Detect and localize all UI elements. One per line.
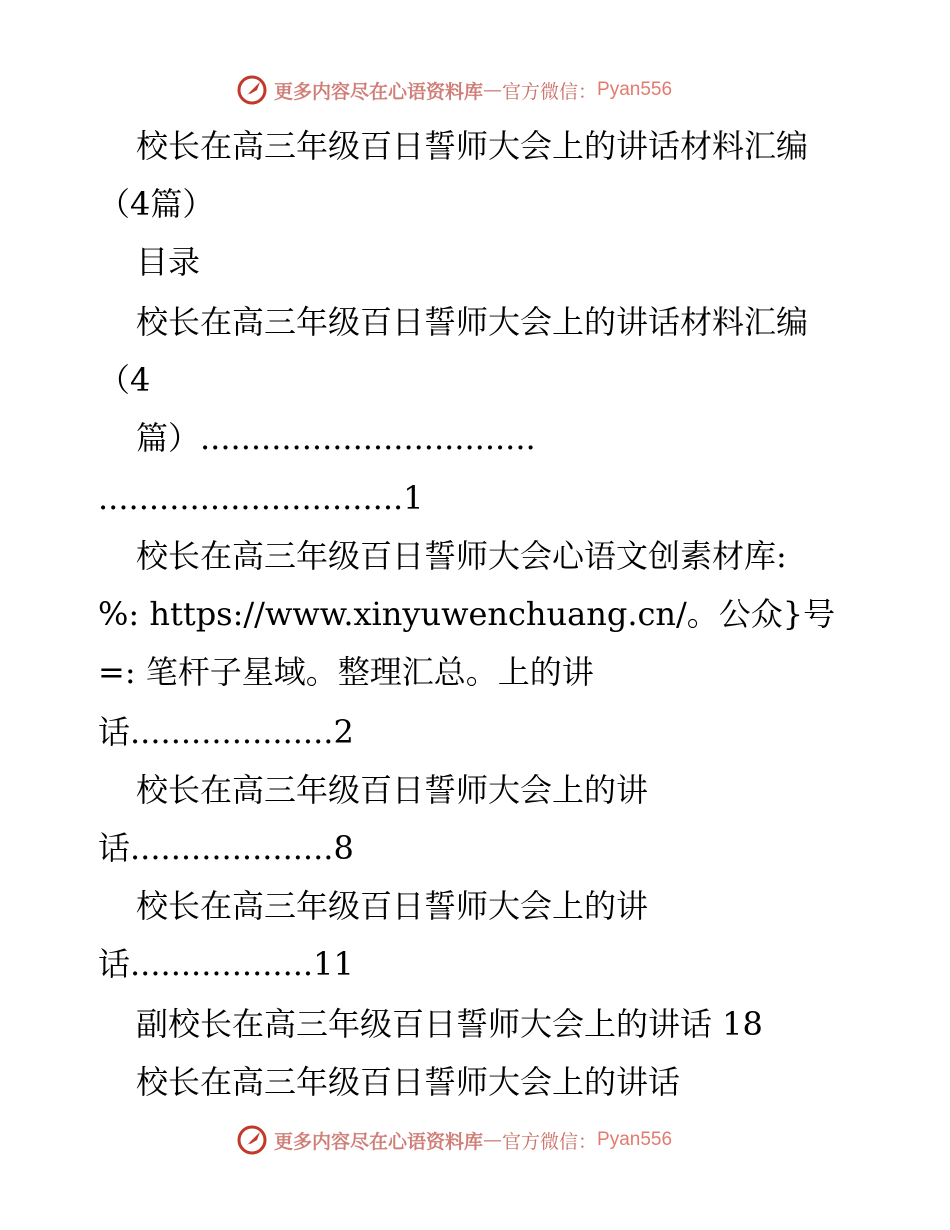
toc-entry-2-page: 话....................2 — [98, 713, 354, 751]
quill-logo-icon — [236, 74, 268, 106]
toc-entry-2: 校长在高三年级百日誓师大会心语文创素材库: — [136, 537, 787, 575]
toc-entry-5: 副校长在高三年级百日誓师大会上的讲话 18 — [136, 1005, 763, 1043]
watermark-lead: 更多内容尽在心语资料库 — [274, 1130, 484, 1153]
watermark-header — [236, 74, 672, 106]
toc-entry-3-page: 话....................8 — [98, 829, 354, 867]
watermark-label: 官方微信： — [502, 1130, 598, 1153]
toc-entry-3: 校长在高三年级百日誓师大会上的讲 — [136, 771, 649, 809]
toc-entry-2-cont: =: 笔杆子星域。整理汇总。上的讲 — [98, 653, 594, 691]
toc-entry-1-page: ..............................1 — [98, 479, 424, 517]
watermark-dash: — — [483, 1129, 503, 1151]
section-heading: 校长在高三年级百日誓师大会上的讲话 — [136, 1063, 681, 1101]
quill-logo-icon — [236, 1124, 268, 1156]
toc-entry-4-page: 话..................11 — [98, 945, 354, 983]
watermark-lead: 更多内容尽在心语资料库 — [274, 80, 484, 103]
watermark-id: Pyan556 — [597, 1129, 673, 1150]
watermark-id: Pyan556 — [597, 79, 673, 100]
watermark-label: 官方微信： — [502, 80, 598, 103]
toc-entry-4: 校长在高三年级百日誓师大会上的讲 — [136, 887, 649, 925]
toc-heading: 目录 — [136, 243, 201, 281]
toc-entry-1: 校长在高三年级百日誓师大会上的讲话材料汇编 — [136, 303, 809, 341]
toc-entry-2-cont: %: https://www.xinyuwenchuang.cn/。公众}号 — [98, 595, 836, 633]
toc-entry-1-cont: 篇）................................. — [136, 419, 536, 457]
toc-entry-1-cont: （4 — [98, 361, 151, 399]
watermark-footer — [236, 1124, 672, 1156]
document-title: 校长在高三年级百日誓师大会上的讲话材料汇编 — [136, 127, 809, 165]
watermark-dash: — — [483, 79, 503, 101]
document-title-cont: （4篇） — [98, 185, 215, 223]
